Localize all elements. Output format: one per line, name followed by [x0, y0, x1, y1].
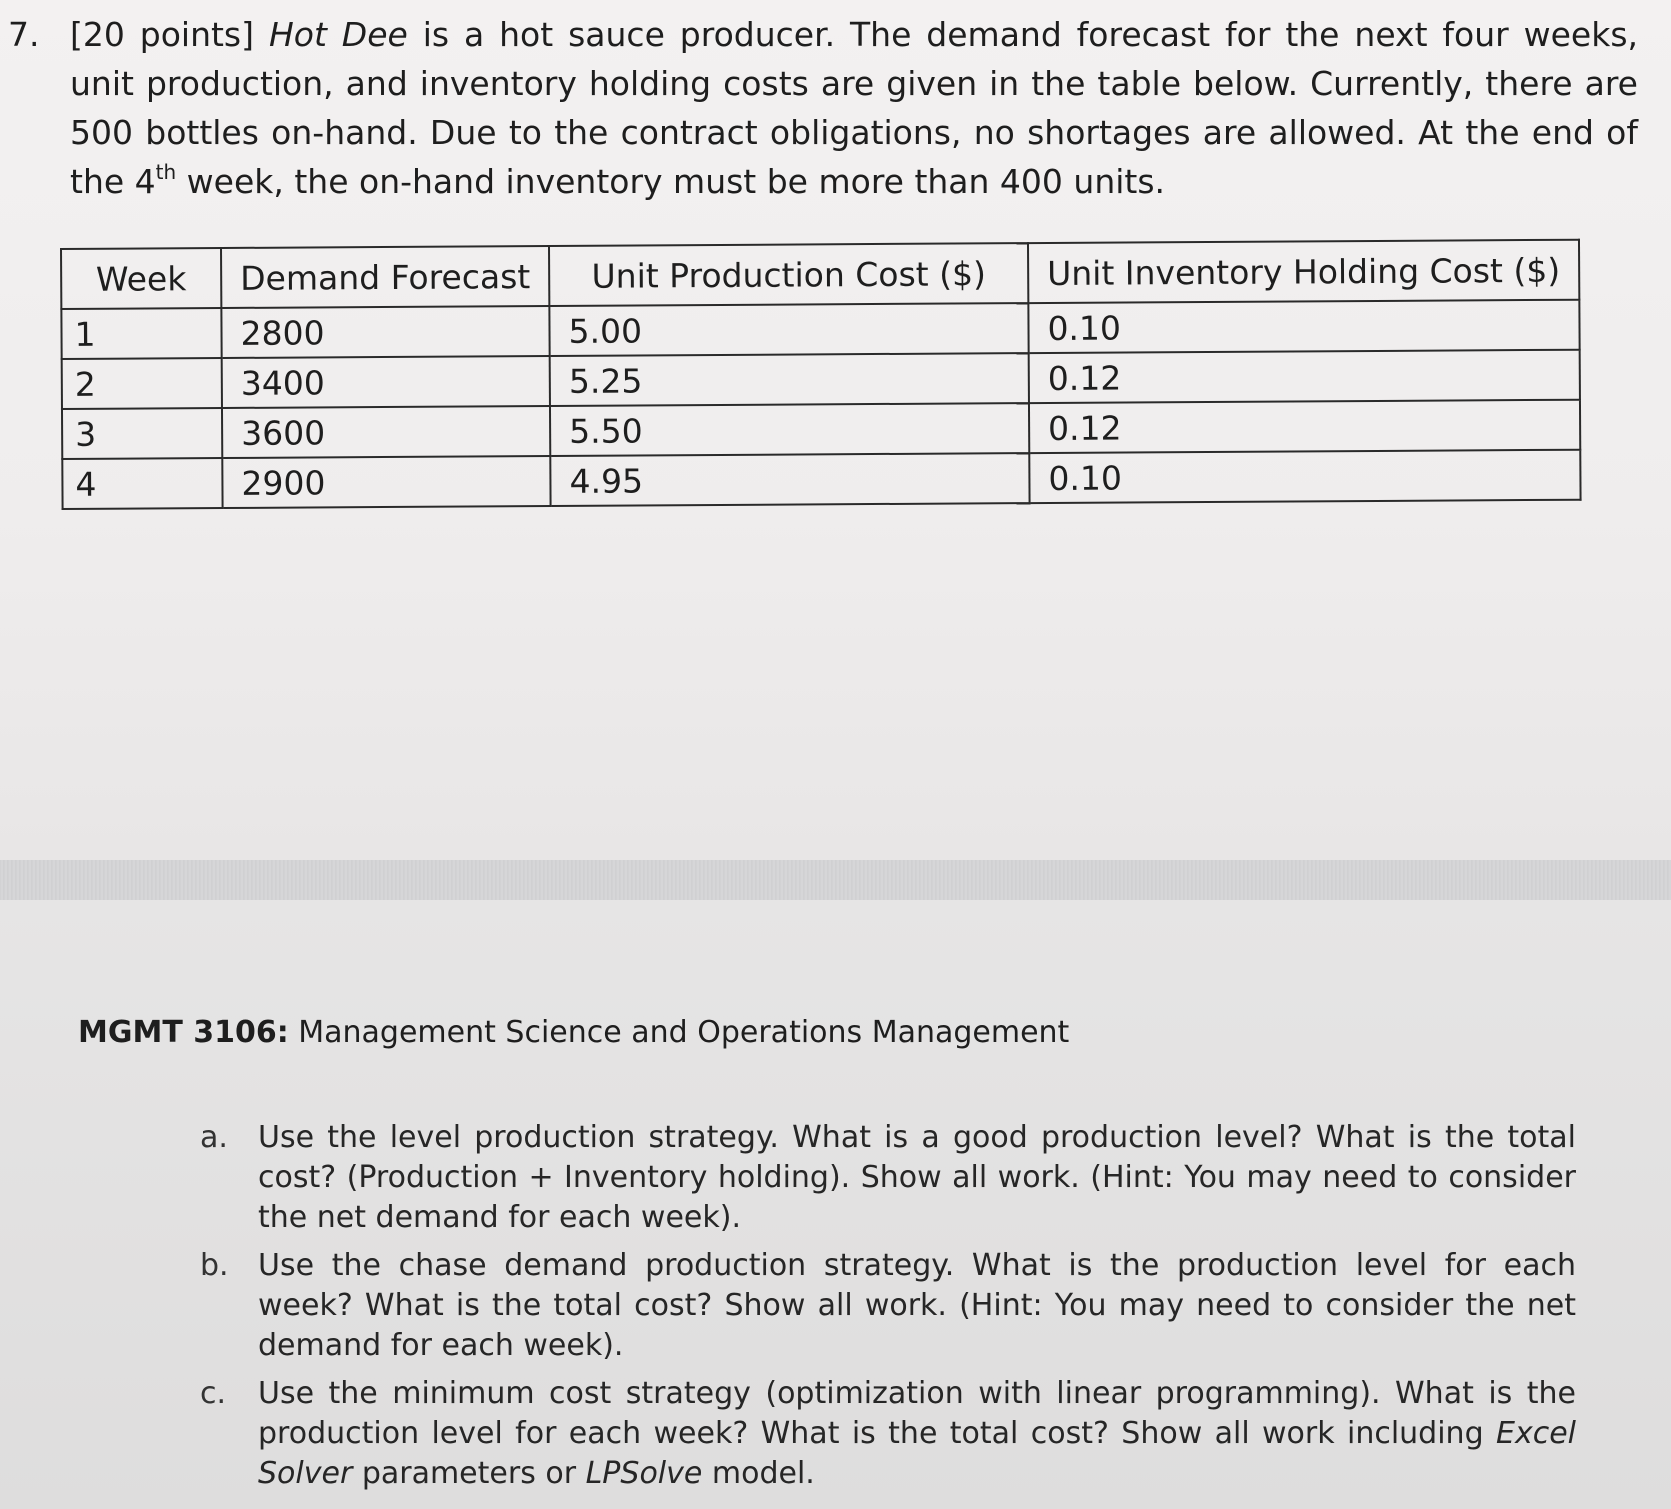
part-text: Use the level production strategy. What is a good production level? What is the total cost? (Production + Inventory holding). Show all work. (Hint: You may need to consider the net demand for each week).	[258, 1120, 1576, 1235]
page-fold	[0, 860, 1671, 900]
part-label: a.	[200, 1120, 228, 1155]
part-text: parameters or	[352, 1456, 586, 1491]
part-text: Use the minimum cost strategy (optimization with linear programming). What is the production level for each week? What is the total cost? Show all work including	[258, 1376, 1576, 1451]
ordinal-suffix: th	[155, 160, 177, 184]
cell-demand: 2900	[222, 456, 550, 508]
header-week: Week	[61, 248, 221, 309]
question-number: 7.	[8, 15, 40, 54]
part-a	[196, 1118, 1576, 1238]
question-body-end: week, the on-hand inventory must be more than 400 units.	[176, 162, 1166, 201]
part-b	[196, 1246, 1576, 1366]
header-holding-cost: Unit Inventory Holding Cost ($)	[1028, 240, 1579, 303]
table-row	[62, 450, 1580, 509]
header-production-cost: Unit Production Cost ($)	[549, 243, 1028, 306]
software-name: LPSolve	[585, 1456, 703, 1491]
part-text: model.	[702, 1456, 815, 1491]
question-text	[70, 10, 1638, 206]
question-body: is a hot sauce producer. The demand forecast for the next four weeks, unit production, and inventory holding costs are given in the table below. Currently, there are 500 bottles on-hand. Due to the contract obligations, no shortages are allowed. At the end of the 4	[70, 15, 1639, 201]
cell-production-cost: 4.95	[550, 453, 1029, 506]
table-row	[62, 350, 1580, 409]
table-row	[62, 400, 1580, 459]
part-label: c.	[200, 1376, 227, 1411]
cell-production-cost: 5.00	[549, 303, 1028, 356]
cell-production-cost: 5.25	[550, 353, 1029, 406]
cell-holding-cost: 0.12	[1029, 400, 1580, 453]
cell-week: 4	[62, 458, 222, 509]
course-code: MGMT 3106:	[78, 1015, 289, 1050]
course-name: Management Science and Operations Management	[288, 1015, 1070, 1050]
question-points: [20 points]	[70, 15, 255, 54]
cell-demand: 3600	[222, 406, 550, 458]
cell-week: 3	[62, 408, 222, 459]
cell-production-cost: 5.50	[550, 403, 1029, 456]
cell-holding-cost: 0.10	[1028, 300, 1579, 353]
question-block	[8, 10, 1638, 206]
table-row	[61, 300, 1579, 359]
cell-holding-cost: 0.10	[1029, 450, 1580, 503]
part-c	[196, 1374, 1576, 1494]
sub-questions	[196, 1118, 1576, 1502]
software-name: Excel Solver	[258, 1416, 1576, 1491]
cell-demand: 2800	[221, 306, 549, 358]
cell-week: 2	[62, 358, 222, 409]
cell-week: 1	[61, 308, 221, 359]
table-header-row	[61, 240, 1579, 309]
part-label: b.	[200, 1248, 229, 1283]
cell-holding-cost: 0.12	[1029, 350, 1580, 403]
part-text: Use the chase demand production strategy. What is the production level for each week? What is the total cost? Show all work. (Hint: You may need to consider the net demand for each week).	[258, 1248, 1576, 1363]
cell-demand: 3400	[222, 356, 550, 408]
company-name: Hot Dee	[268, 15, 408, 54]
header-demand: Demand Forecast	[221, 246, 549, 308]
forecast-table	[60, 239, 1582, 510]
course-title	[78, 1015, 1069, 1050]
